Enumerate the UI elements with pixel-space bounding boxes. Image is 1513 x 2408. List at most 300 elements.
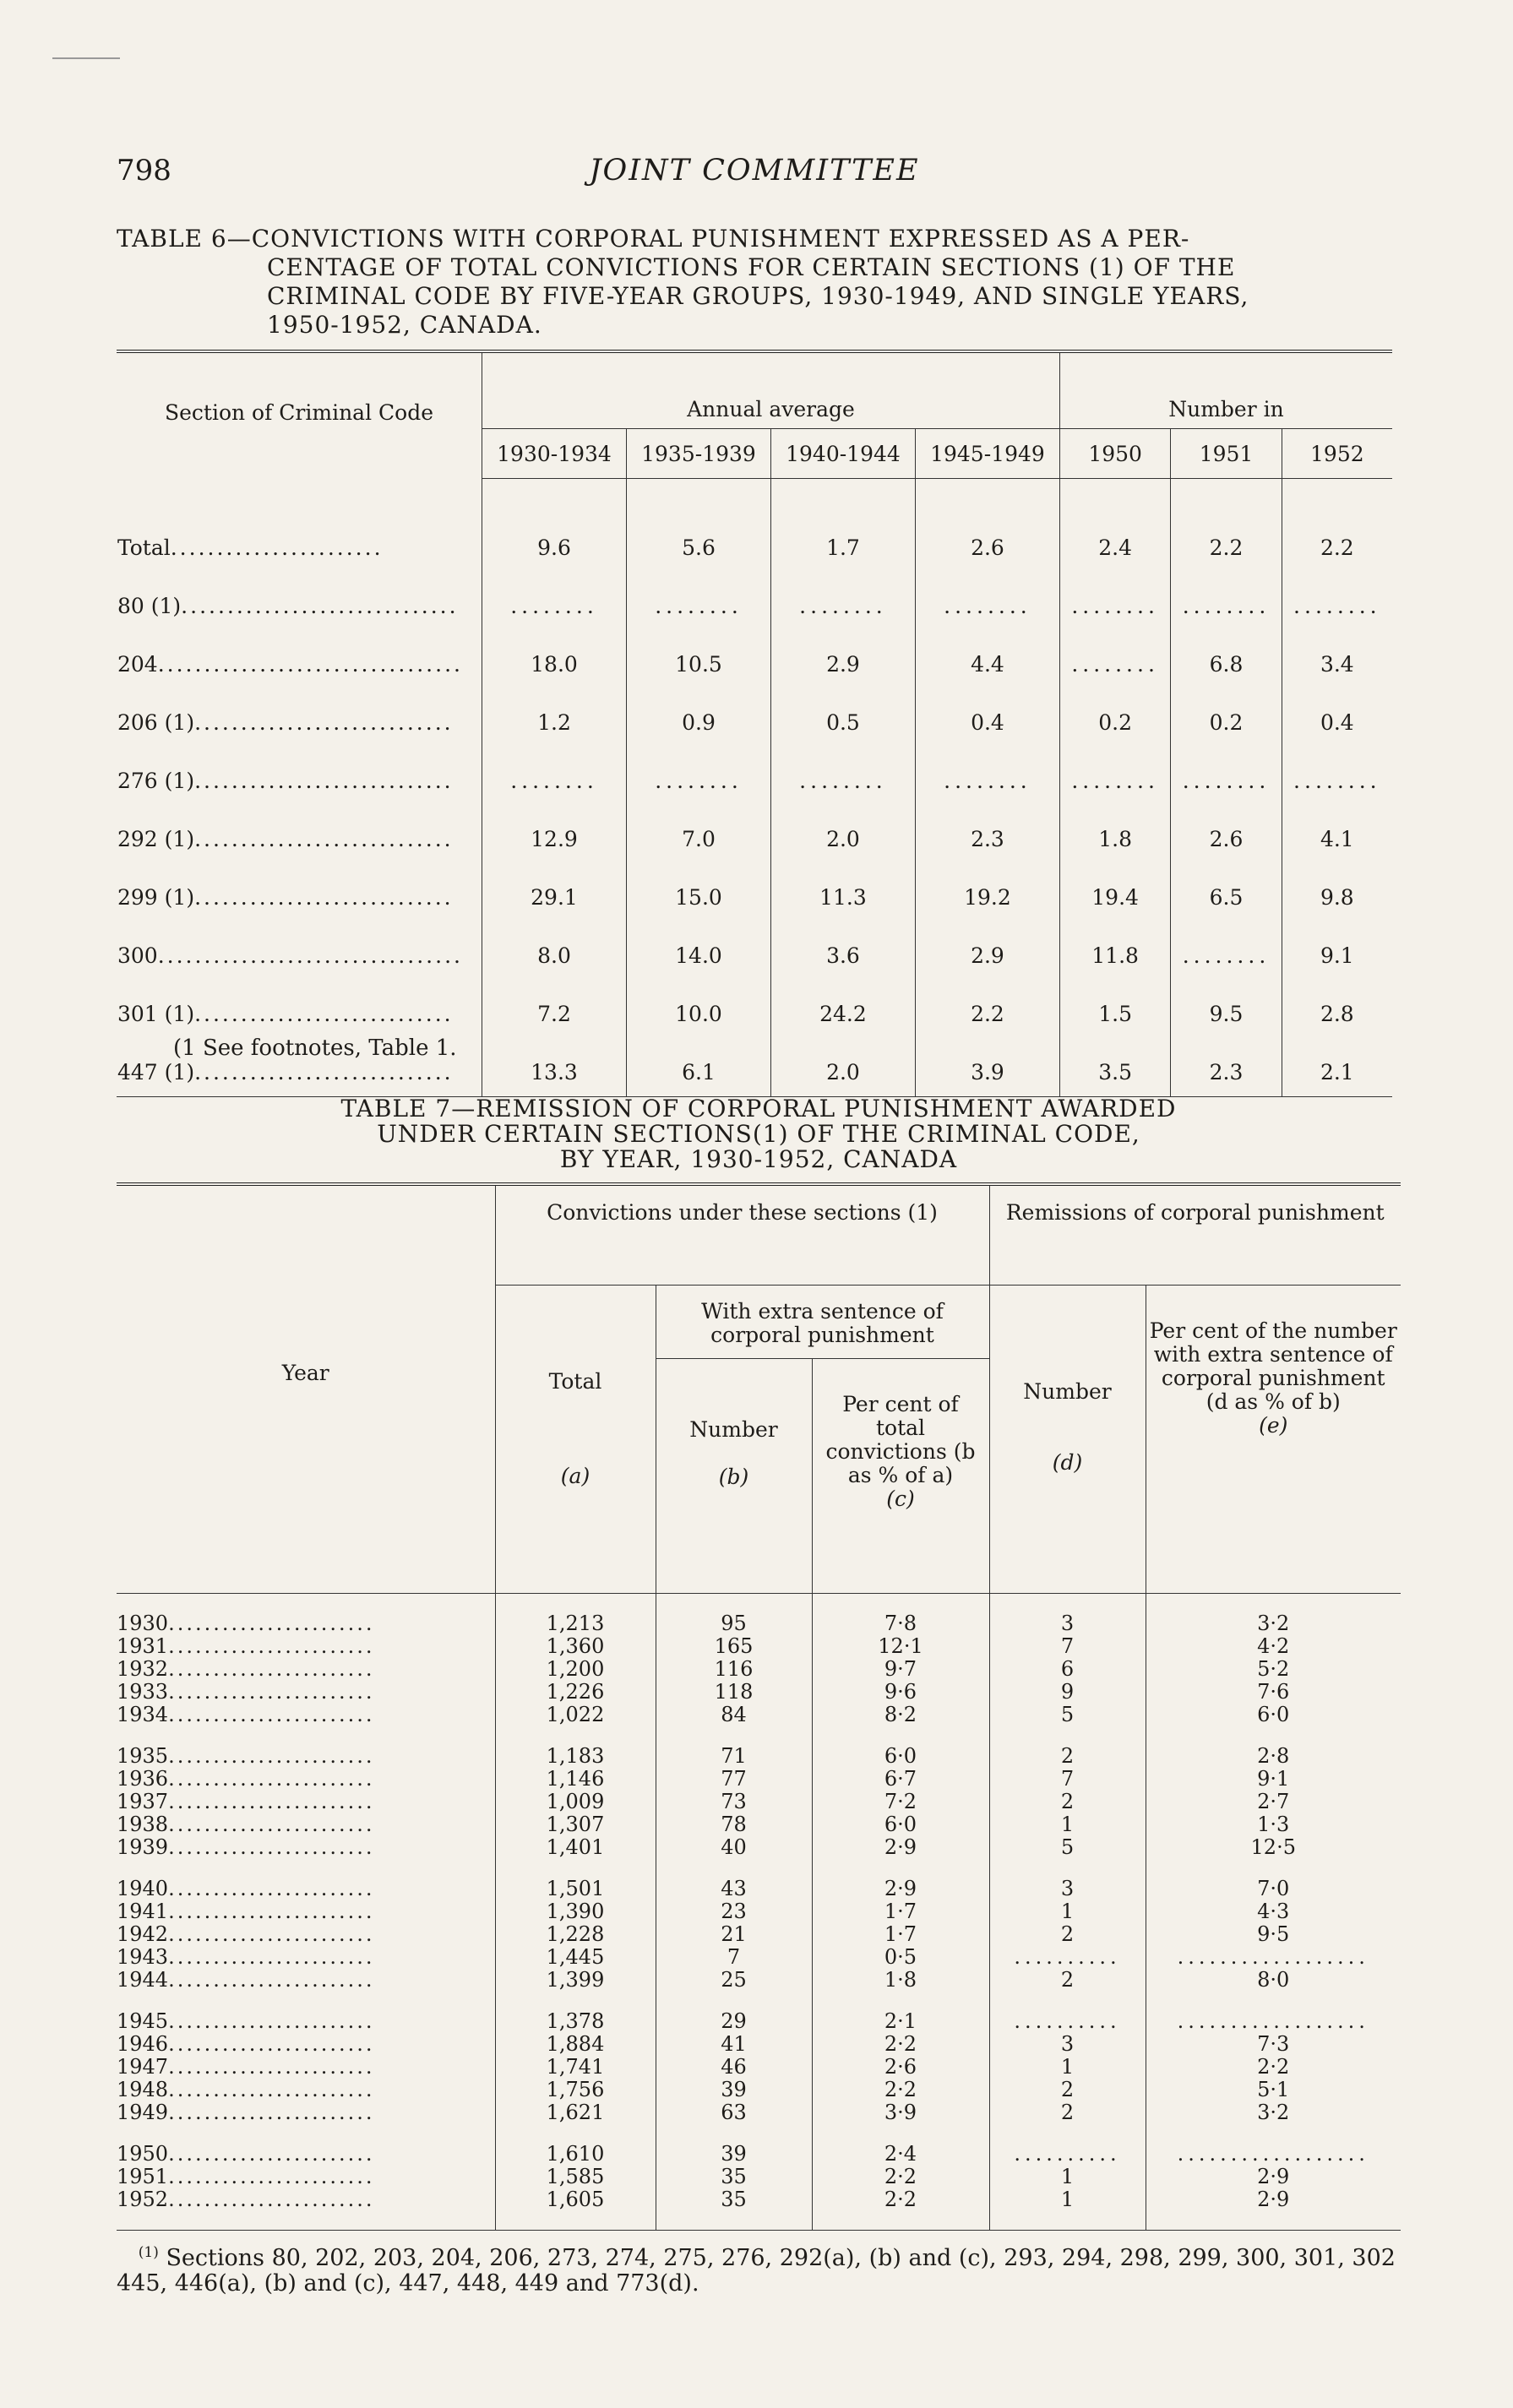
table7-total-cell: 1,378	[495, 2010, 656, 2033]
table7-year-cell	[117, 1946, 495, 1969]
table7-percent-header	[812, 1359, 989, 1594]
section-label: 300	[117, 943, 158, 968]
table6-cell: ........	[1171, 742, 1282, 800]
running-head: JOINT COMMITTEE	[589, 154, 920, 188]
table7-year-cell	[117, 2033, 495, 2056]
table7-percent-cell: 1·7	[812, 1923, 989, 1946]
table7-number-cell: 63	[656, 2101, 812, 2124]
leader-dots: .......................	[168, 1878, 375, 1900]
table7-remission-number-header	[989, 1286, 1146, 1594]
table7-year-cell	[117, 2079, 495, 2101]
table6-year-header: 1950	[1059, 429, 1170, 479]
table6-cell: 10.0	[626, 975, 770, 1033]
page-header	[117, 154, 1392, 196]
leader-dots: ............................	[194, 885, 454, 910]
year-label: 1942	[117, 1923, 169, 1946]
table6-section-header: Section of Criminal Code	[117, 351, 482, 479]
table6-cell: 11.8	[1059, 916, 1170, 975]
table7-row	[117, 2033, 1401, 2056]
table7-row	[117, 1658, 1401, 1681]
leader-dots: .......................	[168, 2166, 375, 2188]
leader-dots: .......................	[168, 1900, 375, 1923]
table7-year-cell	[117, 2101, 495, 2124]
table6-cell: 7.0	[626, 800, 770, 858]
table7-extra-sentence-header: With extra sentence of corporal punishment	[656, 1286, 989, 1359]
table6-number-in-header: Number in	[1059, 351, 1392, 429]
leader-dots: .......................	[168, 1745, 375, 1768]
table7-year-cell	[117, 1791, 495, 1813]
table6-year-header: 1952	[1282, 429, 1392, 479]
table7-remission-percent-header	[1146, 1286, 1401, 1594]
table7-number-header	[656, 1359, 812, 1594]
table7-row	[117, 1836, 1401, 1859]
table7-remission-percent-cell: 9·1	[1257, 1767, 1290, 1791]
year-label: 1931	[117, 1635, 169, 1658]
table7-remission-number-cell: ..........	[989, 2010, 1146, 2033]
table6-row-label	[117, 567, 482, 625]
table6-cell: 13.3	[482, 1033, 627, 1097]
section-label: 276 (1)	[117, 769, 195, 793]
table7-number-cell: 84	[656, 1704, 812, 1726]
table7-remission-number-cell: ..........	[989, 2143, 1146, 2166]
table7-number-cell: 23	[656, 1900, 812, 1923]
table7-remission-number-cell: 6	[989, 1658, 1146, 1681]
leader-dots: .......................	[168, 1612, 375, 1635]
footnote-marker: (1)	[138, 2244, 159, 2261]
table7-row	[117, 1768, 1401, 1791]
table7-total-cell: 1,401	[495, 1836, 656, 1859]
table7-number-cell: 29	[656, 2010, 812, 2033]
table7-year-cell	[117, 1681, 495, 1704]
table6-cell: 2.1	[1282, 1033, 1392, 1097]
table7-remission-number-cell: ..........	[989, 1946, 1146, 1969]
table7-total-cell: 1,741	[495, 2056, 656, 2079]
table7-remission-number-cell: 5	[989, 1704, 1146, 1726]
table6-cell: 2.9	[915, 916, 1059, 975]
table7-remission-number-cell: 2	[989, 1923, 1146, 1946]
year-label: 1934	[117, 1704, 169, 1726]
table6-cell: 3.4	[1282, 625, 1392, 683]
table7-year-cell	[117, 2166, 495, 2188]
table7-remission-number-cell: 3	[989, 1594, 1146, 1636]
table7-total-cell: 1,009	[495, 1791, 656, 1813]
table6-cell: ........	[915, 742, 1059, 800]
table7-row	[117, 1704, 1401, 1726]
leader-dots: .......................	[168, 1946, 375, 1969]
table7-year-header: Year	[117, 1186, 495, 1593]
table7-title-line: BY YEAR, 1930-1952, CANADA	[559, 1145, 958, 1173]
table6-row	[117, 800, 1392, 858]
table7-remission-number-cell: 5	[989, 1836, 1146, 1859]
table7-letter-c: (c)	[886, 1487, 915, 1511]
table7-remission-percent-cell: 4·2	[1257, 1634, 1290, 1658]
leader-dots: .......................	[168, 1681, 375, 1704]
year-label: 1937	[117, 1791, 169, 1813]
table7-percent-cell: 9·6	[812, 1681, 989, 1704]
table6-cell: 0.9	[626, 683, 770, 742]
table7-number-cell: 39	[656, 2143, 812, 2166]
table7-total-cell: 1,228	[495, 1923, 656, 1946]
table7-total-cell: 1,605	[495, 2188, 656, 2231]
table7-total-cell: 1,022	[495, 1704, 656, 1726]
table6-cell: 0.5	[770, 683, 915, 742]
table6-cell: 2.2	[1171, 479, 1282, 568]
table6-cell: 10.5	[626, 625, 770, 683]
table7-number-cell: 21	[656, 1923, 812, 1946]
year-label: 1952	[117, 2188, 169, 2211]
table6-cell: ........	[770, 567, 915, 625]
table7-percent-cell: 3·9	[812, 2101, 989, 2124]
table6-row-label	[117, 742, 482, 800]
table6-cell: 2.0	[770, 1033, 915, 1097]
table6-cell: 4.4	[915, 625, 1059, 683]
table7-title	[117, 1096, 1401, 1172]
year-label: 1933	[117, 1681, 169, 1704]
section-label: 204	[117, 652, 158, 677]
table7-number-cell: 118	[656, 1681, 812, 1704]
table6-row	[117, 858, 1392, 916]
table7-year-cell	[117, 2143, 495, 2166]
leader-dots: .......................	[168, 1813, 375, 1836]
table7-year-cell	[117, 2010, 495, 2033]
table7	[117, 1182, 1401, 2231]
table6-year-header: 1940-1944	[770, 429, 915, 479]
year-label: 1938	[117, 1813, 169, 1836]
table7-remission-percent-cell: 5·1	[1257, 2078, 1290, 2101]
table7-remission-percent-cell: 2·8	[1257, 1744, 1290, 1768]
table7-row	[117, 1813, 1401, 1836]
table7-percent-cell: 8·2	[812, 1704, 989, 1726]
table6-cell: 1.8	[1059, 800, 1170, 858]
table7-number-cell: 35	[656, 2166, 812, 2188]
table7-number-cell: 71	[656, 1745, 812, 1768]
table7-year-cell	[117, 1923, 495, 1946]
table7-remission-percent-cell: 1·3	[1257, 1813, 1290, 1836]
leader-dots: .......................	[168, 2010, 375, 2033]
section-label: 292 (1)	[117, 827, 195, 851]
table7-remission-number-cell: 3	[989, 1878, 1146, 1900]
table6-cell: 0.4	[915, 683, 1059, 742]
table7-row	[117, 1791, 1401, 1813]
table7-number-cell: 7	[656, 1946, 812, 1969]
table7-total-cell: 1,501	[495, 1878, 656, 1900]
table7-year-cell	[117, 1813, 495, 1836]
leader-dots: .......................	[168, 1836, 375, 1859]
table7-group-gap	[117, 1726, 1401, 1745]
table6-cell: ........	[626, 567, 770, 625]
table7-number-cell: 78	[656, 1813, 812, 1836]
table6-cell: 19.4	[1059, 858, 1170, 916]
table7-total-cell: 1,360	[495, 1635, 656, 1658]
table6-cell: 3.9	[915, 1033, 1059, 1097]
table7-percent-cell: 6·0	[812, 1745, 989, 1768]
table6-cell: 1.7	[770, 479, 915, 568]
year-label: 1930	[117, 1612, 169, 1635]
year-label: 1935	[117, 1745, 169, 1768]
table7-total-cell: 1,756	[495, 2079, 656, 2101]
table7-number-cell: 40	[656, 1836, 812, 1859]
table6-year-header: 1945-1949	[915, 429, 1059, 479]
table6-cell: 2.2	[1282, 479, 1392, 568]
table7-number-cell: 116	[656, 1658, 812, 1681]
table6-row-label	[117, 800, 482, 858]
leader-dots: .......................	[168, 1923, 375, 1946]
table7-row	[117, 2010, 1401, 2033]
table7-remission-percent-cell: 7·6	[1257, 1680, 1290, 1704]
leader-dots: .......................	[168, 1791, 375, 1813]
leader-dots: .......................	[168, 2079, 375, 2101]
table7-percent-cell: 9·7	[812, 1658, 989, 1681]
table7-total-cell: 1,183	[495, 1745, 656, 1768]
table7-percent-cell: 12·1	[812, 1635, 989, 1658]
leader-dots: .......................	[168, 2056, 375, 2079]
table7-number-label: Number	[689, 1417, 778, 1442]
section-label: Total	[117, 535, 171, 560]
table7-remission-number-cell: 1	[989, 1813, 1146, 1836]
table7-letter-a: (a)	[560, 1464, 591, 1488]
table7-remission-percent-cell: 7·0	[1257, 1877, 1290, 1900]
leader-dots: .......................	[168, 1969, 375, 1992]
table7-year-cell	[117, 1704, 495, 1726]
table6-cell: 7.2	[537, 1002, 571, 1026]
leader-dots: ............................	[194, 827, 454, 851]
table7-row	[117, 1923, 1401, 1946]
table6-cell: 18.0	[531, 652, 578, 677]
table7-total-cell: 1,226	[495, 1681, 656, 1704]
table7-number-cell: 165	[656, 1635, 812, 1658]
table7-row	[117, 1878, 1401, 1900]
table6-cell: 3.5	[1059, 1033, 1170, 1097]
table6-cell: 2.3	[915, 800, 1059, 858]
table7-remission-percent-cell: 9·5	[1257, 1922, 1290, 1946]
table7-remission-percent-cell: 2·9	[1146, 2188, 1401, 2231]
table7-row	[117, 1745, 1401, 1768]
table6-cell: ........	[1282, 567, 1392, 625]
table6-row-label	[117, 479, 482, 568]
table7-percent-cell: 2·2	[812, 2033, 989, 2056]
year-label: 1936	[117, 1768, 169, 1791]
table7-remission-percent-cell: 2·7	[1257, 1790, 1290, 1813]
table6-row	[117, 479, 1392, 568]
section-label: 206 (1)	[117, 710, 195, 735]
table7-remission-percent-cell: 8·0	[1257, 1968, 1290, 1992]
table6-cell: 9.6	[537, 535, 571, 560]
table7-remission-number-cell: 1	[989, 2166, 1146, 2188]
table7-total-cell: 1,884	[495, 2033, 656, 2056]
table7-group-gap	[117, 1859, 1401, 1878]
year-label: 1945	[117, 2010, 169, 2033]
table7-percent-cell: 7·2	[812, 1791, 989, 1813]
table6-row	[117, 567, 1392, 625]
table7-year-cell	[117, 1594, 495, 1636]
table6-cell: 11.3	[770, 858, 915, 916]
table6-year-header: 1930-1934	[482, 429, 627, 479]
table6-cell: 2.2	[915, 975, 1059, 1033]
table6-title-line: 1950-1952, CANADA.	[267, 311, 542, 339]
table6-cell: ........	[1171, 916, 1282, 975]
table6-row-label	[117, 858, 482, 916]
table7-total-cell: 1,146	[495, 1768, 656, 1791]
table7-remission-percent-cell: 7·3	[1257, 2032, 1290, 2056]
table7-remission-percent-cell: ..................	[1177, 2142, 1369, 2166]
table7-convictions-header: Convictions under these sections (1)	[495, 1186, 989, 1286]
table6-row-label	[117, 916, 482, 975]
leader-dots: .......................	[170, 535, 384, 560]
table7-percent-cell: 2·2	[812, 2079, 989, 2101]
table6-annual-average-header: Annual average	[482, 351, 1060, 429]
table7-number-cell: 95	[656, 1594, 812, 1636]
table7-letter-e: (e)	[1259, 1413, 1288, 1438]
year-label: 1940	[117, 1878, 169, 1900]
table6-cell: 2.4	[1059, 479, 1170, 568]
leader-dots: .......................	[168, 1635, 375, 1658]
table7-total-header	[495, 1286, 656, 1594]
table7-remissions-header: Remissions of corporal punishment	[989, 1186, 1401, 1286]
table7-remission-number-cell: 1	[989, 2188, 1146, 2231]
table6-cell: 2.9	[770, 625, 915, 683]
table7-year-cell	[117, 1969, 495, 1992]
table7-percent-cell: 7·8	[812, 1594, 989, 1636]
table7-remission-number-cell: 2	[989, 2101, 1146, 2124]
table7-remission-percent-cell: 2·9	[1257, 2165, 1290, 2188]
year-label: 1949	[117, 2101, 169, 2124]
leader-dots: .......................	[168, 2188, 375, 2211]
table6-cell: 2.6	[915, 479, 1059, 568]
table7-remission-percent-cell: ..................	[1177, 1945, 1369, 1969]
table7-rem-number-label: Number	[1023, 1379, 1112, 1404]
table7-row	[117, 1900, 1401, 1923]
table6-cell: ........	[1059, 742, 1170, 800]
table6-cell: 24.2	[770, 975, 915, 1033]
table7-total-cell: 1,585	[495, 2166, 656, 2188]
leader-dots: .......................	[168, 2143, 375, 2166]
table7-remission-number-cell: 7	[989, 1635, 1146, 1658]
table7-year-cell	[117, 1900, 495, 1923]
section-label: 301 (1)	[117, 1002, 195, 1026]
year-label: 1950	[117, 2143, 169, 2166]
table6-cell: 6.1	[626, 1033, 770, 1097]
leader-dots: .................................	[157, 652, 463, 677]
leader-dots: ............................	[194, 1002, 454, 1026]
table7-percent-cell: 2·2	[812, 2166, 989, 2188]
table7-remission-number-cell: 2	[989, 2079, 1146, 2101]
table7-year-cell	[117, 1635, 495, 1658]
table6-footnote: (1 See footnotes, Table 1.	[173, 1035, 457, 1061]
table7-group-gap	[117, 2124, 1401, 2143]
year-label: 1948	[117, 2079, 169, 2101]
year-label: 1941	[117, 1900, 169, 1923]
table7-remission-number-cell: 3	[989, 2033, 1146, 2056]
table7-row	[117, 2143, 1401, 2166]
year-label: 1951	[117, 2166, 169, 2188]
table7-row	[117, 2166, 1401, 2188]
table6-cell: 0.4	[1282, 683, 1392, 742]
leader-dots: .................................	[157, 943, 463, 968]
table7-number-cell: 39	[656, 2079, 812, 2101]
leader-dots: ............................	[194, 710, 454, 735]
leader-dots: .......................	[168, 1658, 375, 1681]
table7-year-cell	[117, 1768, 495, 1791]
table6-cell: 15.0	[626, 858, 770, 916]
table7-letter-b: (b)	[718, 1465, 749, 1489]
table6-cell: ........	[510, 594, 598, 618]
footnote-line: 445, 446(a), (b) and (c), 447, 448, 449 and 773(d).	[117, 2270, 699, 2297]
table7-number-cell: 25	[656, 1969, 812, 1992]
leader-dots: .......................	[168, 1704, 375, 1726]
table6-cell: 1.2	[537, 710, 571, 735]
table6-title-line: TABLE 6—CONVICTIONS WITH CORPORAL PUNISHMENT EXPRESSED AS A PER-	[117, 225, 1190, 253]
table7-percent-cell: 2·9	[812, 1836, 989, 1859]
table7-total-cell: 1,621	[495, 2101, 656, 2124]
table6-cell: 2.6	[1171, 800, 1282, 858]
table7-row	[117, 1681, 1401, 1704]
table6-year-header: 1935-1939	[626, 429, 770, 479]
table7-title-line: TABLE 7—REMISSION OF CORPORAL PUNISHMENT AWARDED	[340, 1095, 1177, 1122]
table6-title-line: CRIMINAL CODE BY FIVE-YEAR GROUPS, 1930-1949, AND SINGLE YEARS,	[267, 282, 1249, 310]
table7-percent-label: Per cent of total convictions (b as % of a)	[825, 1392, 976, 1487]
table7-remission-number-cell: 1	[989, 1900, 1146, 1923]
table6-cell: 29.1	[531, 885, 578, 910]
year-label: 1939	[117, 1836, 169, 1859]
table7-total-cell: 1,213	[495, 1594, 656, 1636]
table7-remission-number-cell: 9	[989, 1681, 1146, 1704]
table6-cell: ........	[1171, 567, 1282, 625]
table6-cell: ........	[1059, 625, 1170, 683]
table7-letter-d: (d)	[1052, 1450, 1083, 1475]
table7-row	[117, 1635, 1401, 1658]
table7-total-cell: 1,399	[495, 1969, 656, 1992]
table7-row	[117, 2056, 1401, 2079]
table7-year-cell	[117, 1878, 495, 1900]
table7-rem-percent-label: Per cent of the number with extra sentence of corporal punishment (d as % of b)	[1149, 1318, 1397, 1414]
table7-percent-cell: 2·9	[812, 1878, 989, 1900]
table7-total-cell: 1,307	[495, 1813, 656, 1836]
table6-year-header: 1951	[1171, 429, 1282, 479]
year-label: 1943	[117, 1946, 169, 1969]
table6-row-label	[117, 975, 482, 1033]
table7-total-cell: 1,200	[495, 1658, 656, 1681]
table7-percent-cell: 2·4	[812, 2143, 989, 2166]
table7-remission-percent-cell: ..................	[1177, 2009, 1369, 2033]
table7-remission-percent-cell: 6·0	[1257, 1703, 1290, 1726]
table7-year-cell	[117, 1836, 495, 1859]
table7-total-cell: 1,610	[495, 2143, 656, 2166]
table7-total-label: Total	[548, 1369, 602, 1394]
year-label: 1946	[117, 2033, 169, 2056]
table6-title	[117, 225, 1249, 340]
table7-number-cell: 77	[656, 1768, 812, 1791]
leader-dots: ............................	[194, 769, 454, 793]
table7-row	[117, 1946, 1401, 1969]
table7-row	[117, 1969, 1401, 1992]
year-label: 1947	[117, 2056, 169, 2079]
table6-cell: 5.6	[626, 479, 770, 568]
table7-percent-cell: 2·2	[812, 2188, 989, 2231]
table7-row	[117, 1594, 1401, 1636]
table6-cell: ........	[626, 742, 770, 800]
table6-title-line: CENTAGE OF TOTAL CONVICTIONS FOR CERTAIN SECTIONS (1) OF THE	[267, 253, 1236, 281]
table7-group-gap	[117, 1992, 1401, 2010]
table6-row-label	[117, 683, 482, 742]
table7-row	[117, 2101, 1401, 2124]
table6-row	[117, 742, 1392, 800]
table6-row	[117, 975, 1392, 1033]
section-label: 299 (1)	[117, 885, 195, 910]
table7-percent-cell: 2·1	[812, 2010, 989, 2033]
table7-remission-percent-cell: 12·5	[1250, 1835, 1296, 1859]
table6-row	[117, 625, 1392, 683]
table7-percent-cell: 0·5	[812, 1946, 989, 1969]
